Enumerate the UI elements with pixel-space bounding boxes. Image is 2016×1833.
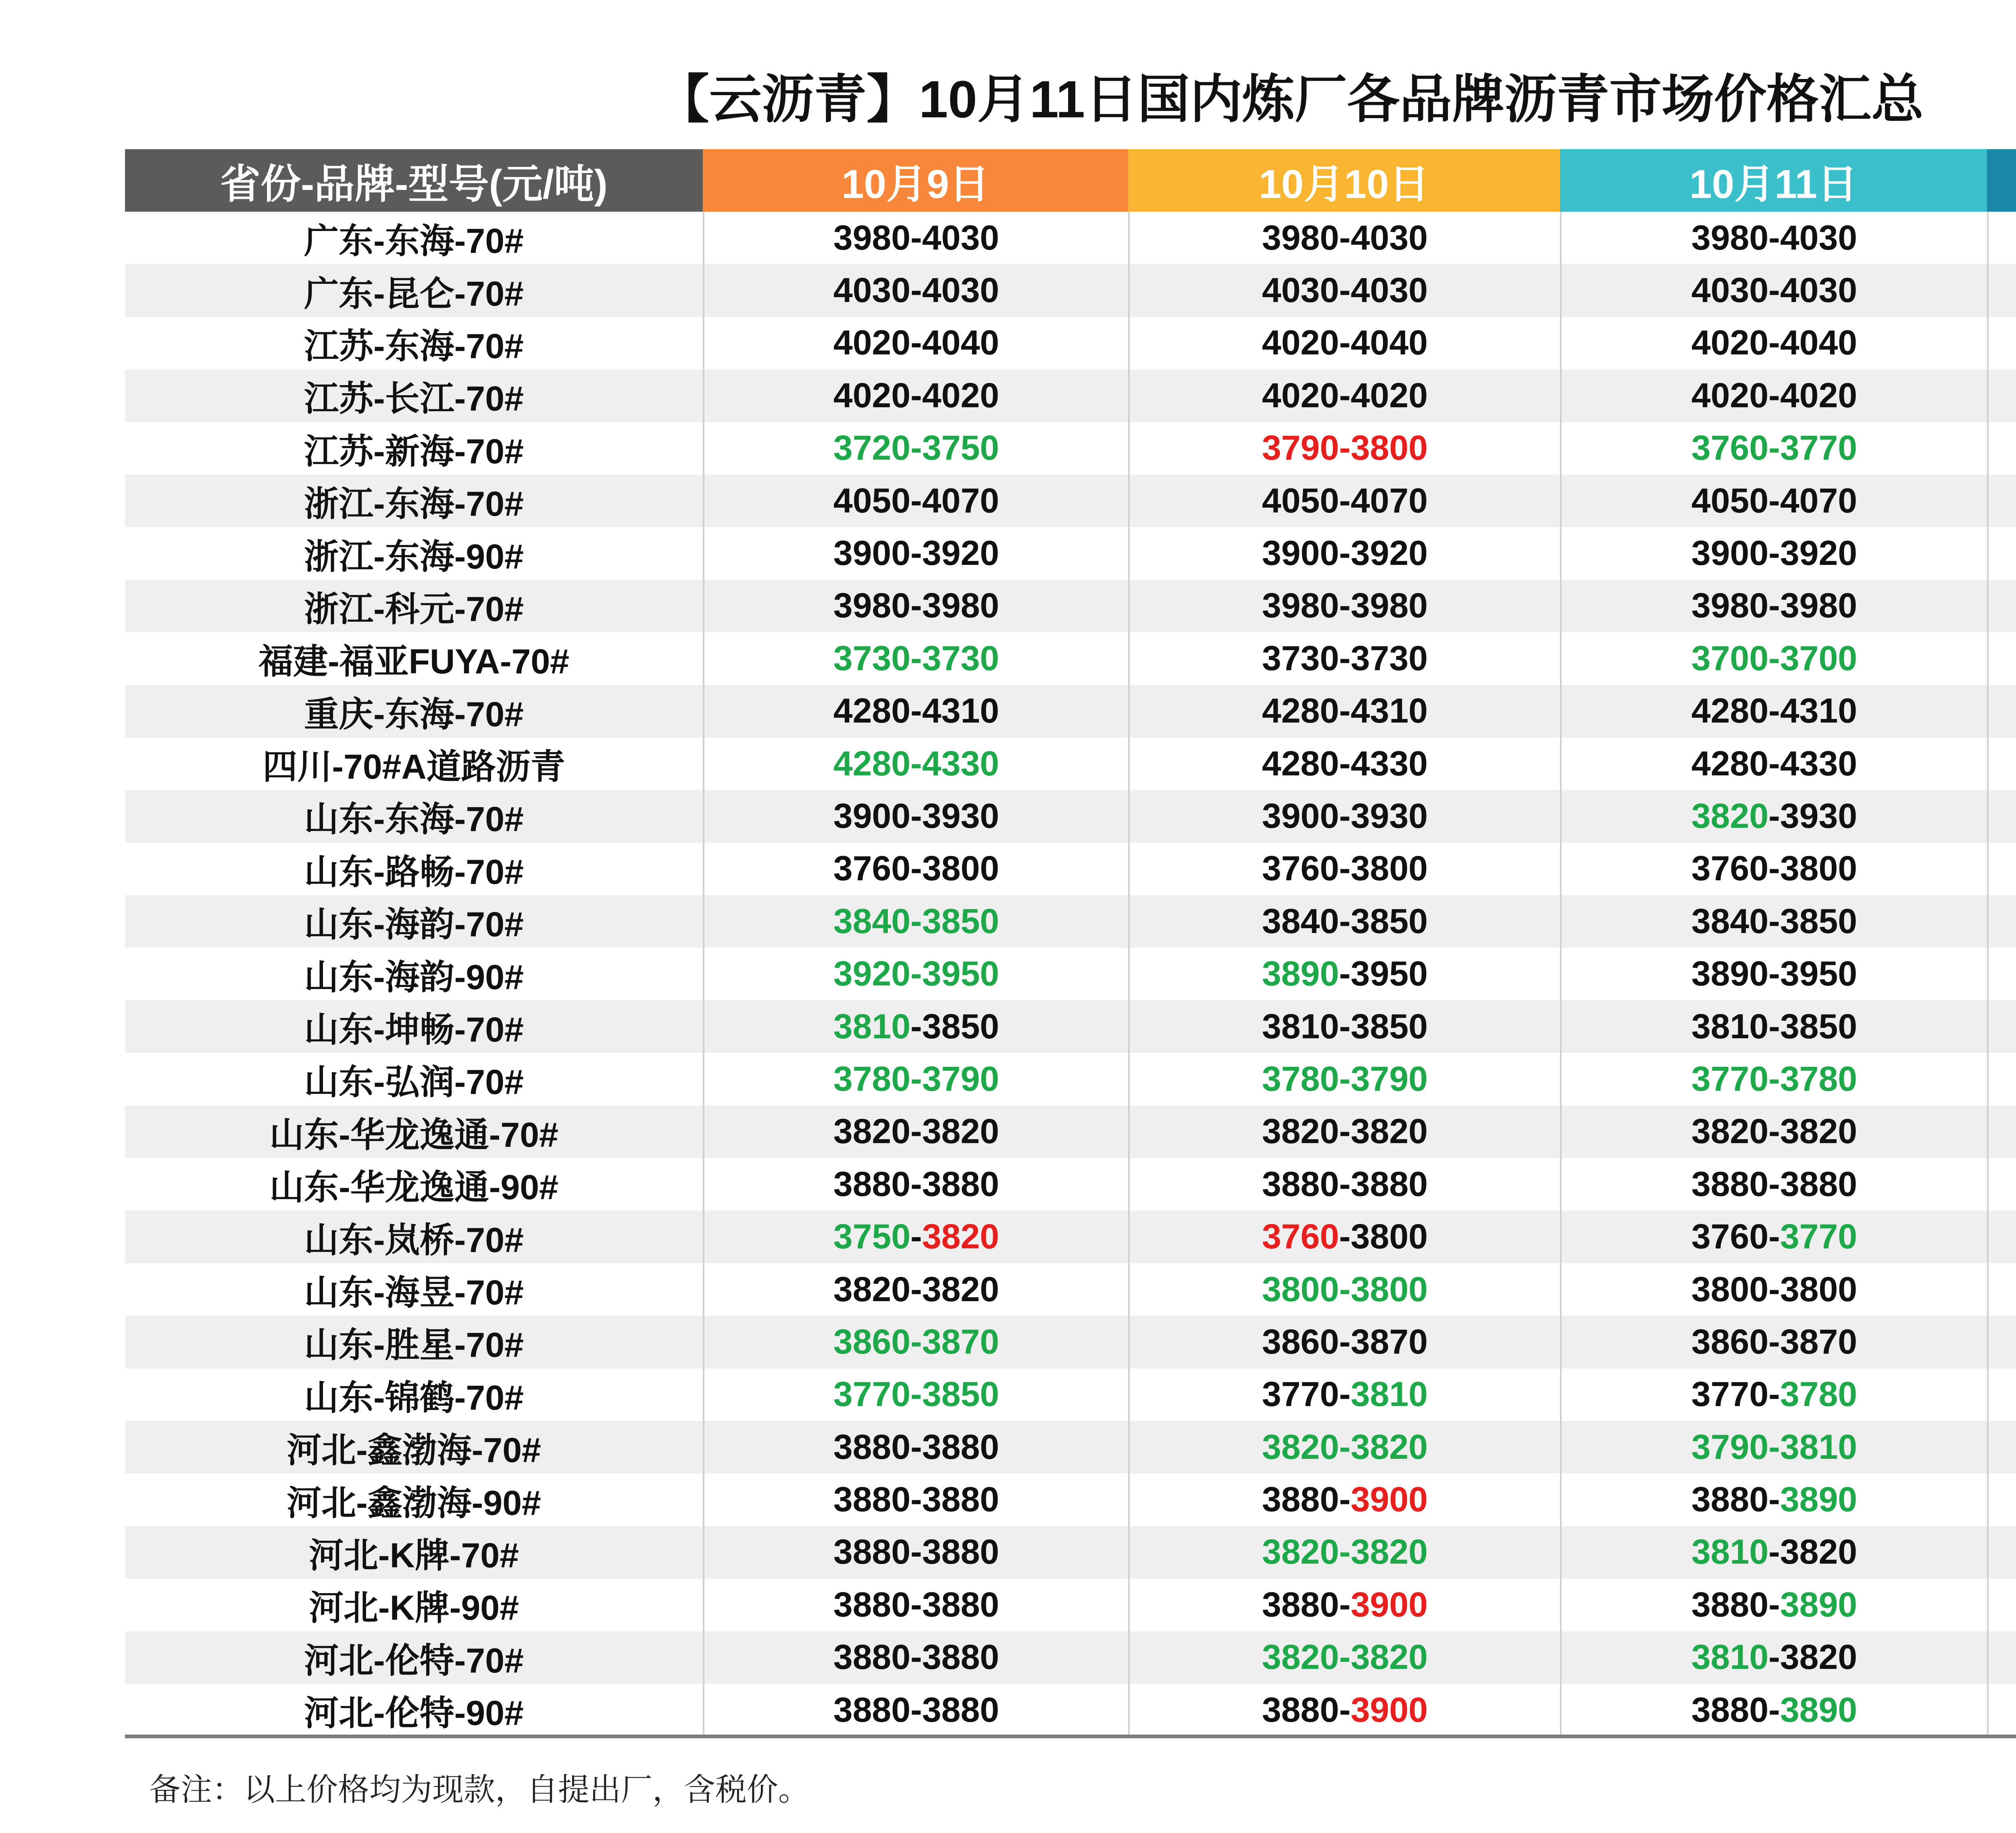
cell-oct11 [1560,527,1987,579]
table-row [125,212,2016,264]
cell-change [1987,212,2016,264]
cell-change [1987,1316,2016,1368]
table-header [125,149,2016,212]
cell-oct10 [1128,1106,1560,1158]
price-value: 3810-3850 [1691,1007,1858,1046]
price-value: 3810 [1691,1638,1769,1677]
row-label: 山东-路畅-70# [304,852,524,892]
page-title: 【云沥青】10月11日国内炼厂各品牌沥青市场价格汇总 [656,70,1924,129]
price-value: 3840-3850 [1691,902,1858,941]
cell-oct10 [1128,843,1560,895]
price-value: 3760-3770 [1691,429,1858,468]
price-table [125,149,2016,1736]
cell-oct11 [1560,1000,1987,1053]
price-value: 3860-3870 [1262,1322,1428,1361]
cell-oct9 [703,948,1128,1000]
cell-oct10 [1128,790,1560,842]
table-row [125,685,2016,737]
price-value: 3900-3930 [833,796,1000,835]
cell-oct10 [1128,1369,1560,1421]
price-value: 3760-3800 [833,849,1000,888]
cell-change [1987,369,2016,422]
price-value: 3980-4030 [1691,218,1858,257]
cell-change [1987,843,2016,895]
price-value: 3790-3810 [1691,1427,1858,1466]
price-value: 3820-3820 [1262,1112,1428,1151]
price-value: 3980-4030 [833,218,1000,257]
table-row [125,1473,2016,1526]
table-row [125,317,2016,369]
price-value: 3820-3820 [1262,1533,1428,1572]
price-value: 3810 [1350,1375,1428,1414]
cell-oct11 [1560,737,1987,790]
cell-oct10 [1128,1421,1560,1473]
price-value: 4030-4030 [1691,271,1858,310]
price-value: 4280-4310 [833,692,1000,731]
cell-oct11 [1560,422,1987,475]
table-row [125,948,2016,1000]
cell-change [1987,948,2016,1000]
row-label: 山东-弘润-70# [304,1063,524,1102]
price-value: -3800 [1339,1217,1428,1256]
table-body [125,212,2016,1736]
table-row [125,1684,2016,1736]
cell-oct9 [703,1106,1128,1158]
cell-change [1987,1106,2016,1158]
table-row [125,1631,2016,1684]
cell-oct10 [1128,212,1560,264]
row-label: 山东-岚桥-70# [304,1221,524,1260]
table-row [125,1263,2016,1316]
price-value: -3930 [1768,796,1858,835]
cell-change [1987,1579,2016,1631]
cell-oct11 [1560,1421,1987,1473]
cell-oct9 [703,527,1128,579]
table-row [125,1210,2016,1263]
cell-oct11 [1560,1316,1987,1368]
price-value: 3810 [1691,1533,1769,1572]
header-change [1987,149,2016,212]
cell-oct11 [1560,1210,1987,1263]
price-value: 3980-3980 [1262,586,1428,625]
cell-change [1987,1631,2016,1684]
price-value: 3880-3880 [833,1585,1000,1624]
row-label: 山东-胜星-70# [304,1326,524,1365]
cell-change [1987,1684,2016,1736]
cell-oct11 [1560,948,1987,1000]
price-value: 3900 [1350,1690,1428,1729]
price-value: 3820-3820 [1262,1427,1428,1466]
cell-oct9 [703,1473,1128,1526]
price-value: 3700-3700 [1691,639,1858,678]
price-value: -3850 [910,1007,1000,1046]
price-value: 3840-3850 [1262,902,1428,941]
cell-oct9 [703,895,1128,948]
cell-oct11 [1560,1579,1987,1631]
price-value: 3880- [1262,1585,1351,1624]
cell-change [1987,475,2016,527]
price-value: 3820-3820 [1691,1112,1858,1151]
price-value: 3890 [1262,954,1339,994]
cell-oct9 [703,1684,1128,1736]
cell-oct10 [1128,685,1560,737]
cell-change [1987,737,2016,790]
cell-oct9 [703,475,1128,527]
price-value: 3810 [833,1007,911,1046]
cell-oct11 [1560,264,1987,317]
cell-oct9 [703,1526,1128,1579]
cell-oct9 [703,264,1128,317]
row-label: 福建-福亚FUYA-70# [258,642,569,681]
price-value: 3860-3870 [1691,1322,1858,1361]
cell-oct11 [1560,1158,1987,1210]
row-label: 江苏-新海-70# [304,432,524,471]
price-value: 3880- [1691,1480,1780,1519]
cell-change [1987,1000,2016,1053]
header-oct10: 10月10日 [1128,149,1560,212]
cell-oct9 [703,737,1128,790]
price-value: 4020-4040 [1691,323,1858,362]
cell-oct9 [703,1263,1128,1316]
cell-change [1987,895,2016,948]
cell-oct9 [703,212,1128,264]
price-value: 3880- [1262,1480,1351,1519]
cell-oct11 [1560,1263,1987,1316]
price-value: 4050-4070 [1691,481,1858,520]
cell-oct9 [703,1579,1128,1631]
row-label: 河北-K牌-90# [309,1589,519,1628]
cell-oct10 [1128,1158,1560,1210]
table-row [125,790,2016,842]
cell-oct10 [1128,422,1560,475]
cell-change [1987,264,2016,317]
price-value: 4030-4030 [1262,271,1428,310]
row-label: 山东-华龙逸通-90# [269,1168,558,1207]
row-label: 广东-昆仑-70# [304,274,524,313]
cell-oct10 [1128,1263,1560,1316]
row-label: 河北-伦特-90# [304,1694,524,1733]
table-row [125,1158,2016,1210]
price-value: 4020-4040 [833,323,1000,362]
price-value: -3820 [1768,1533,1858,1572]
price-value: 3760 [1262,1217,1339,1256]
price-value: 4280-4330 [1691,744,1858,783]
price-value: 3900-3920 [1691,534,1858,573]
price-value: 3770 [1780,1217,1858,1256]
cell-oct10 [1128,369,1560,422]
table-bottom-rule [125,1735,2016,1738]
price-value: 3770-3780 [1691,1059,1858,1098]
price-value: 3980-3980 [833,586,1000,625]
price-value: 3820 [922,1217,1000,1256]
price-value: 3880-3880 [833,1480,1000,1519]
row-label: 江苏-长江-70# [304,379,524,419]
cell-oct10 [1128,948,1560,1000]
cell-change [1987,685,2016,737]
price-value: 3840-3850 [833,902,1000,941]
cell-oct11 [1560,1526,1987,1579]
row-label: 山东-华龙逸通-70# [269,1115,558,1154]
price-value: 4280-4330 [1262,744,1428,783]
table-row [125,1369,2016,1421]
row-label: 山东-海昱-70# [304,1273,524,1312]
cell-change [1987,1210,2016,1263]
cell-oct11 [1560,1053,1987,1105]
table-row [125,632,2016,685]
price-value: 3890-3950 [1691,954,1858,994]
cell-oct11 [1560,212,1987,264]
price-value: 4050-4070 [833,481,1000,520]
row-label: 河北-鑫渤海-90# [287,1483,541,1523]
row-label: 山东-坤畅-70# [304,1010,524,1050]
price-value: 3760-3800 [1262,849,1428,888]
row-label: 山东-锦鹤-70# [304,1378,524,1417]
cell-oct10 [1128,264,1560,317]
price-value: 3810-3850 [1262,1007,1428,1046]
cell-oct9 [703,843,1128,895]
cell-oct9 [703,790,1128,842]
price-value: 3880-3880 [1262,1164,1428,1204]
table-row [125,369,2016,422]
price-value: 3780 [1780,1375,1858,1414]
cell-oct10 [1128,580,1560,632]
row-label: 浙江-东海-90# [304,537,524,576]
cell-oct11 [1560,1106,1987,1158]
row-label: 山东-东海-70# [304,800,524,839]
price-value: 3890 [1780,1480,1858,1519]
price-value: 3730-3730 [833,639,1000,678]
cell-oct10 [1128,1316,1560,1368]
price-value: 3720-3750 [833,429,1000,468]
price-value: 3880-3880 [1691,1164,1858,1204]
price-value: 3880- [1691,1690,1780,1729]
price-value: 3880-3880 [833,1690,1000,1729]
table-row [125,1106,2016,1158]
price-value: 4280-4310 [1262,692,1428,731]
cell-change [1987,580,2016,632]
price-value: 4020-4020 [833,376,1000,415]
cell-oct10 [1128,1631,1560,1684]
table-row [125,527,2016,579]
cell-oct11 [1560,317,1987,369]
cell-oct11 [1560,685,1987,737]
price-value: 3760- [1691,1217,1780,1256]
cell-oct10 [1128,1684,1560,1736]
header-oct9: 10月9日 [703,149,1128,212]
table-row [125,580,2016,632]
cell-oct10 [1128,1210,1560,1263]
row-label: 浙江-东海-70# [304,485,524,524]
price-value: 3860-3870 [833,1322,1000,1361]
cell-oct10 [1128,895,1560,948]
cell-oct9 [703,1000,1128,1053]
price-value: 4280-4330 [833,744,1000,783]
cell-change [1987,317,2016,369]
cell-change [1987,1158,2016,1210]
cell-oct9 [703,1316,1128,1368]
price-value: 3900 [1350,1585,1428,1624]
price-value: 4020-4020 [1691,376,1858,415]
table-row [125,1000,2016,1053]
table-row [125,475,2016,527]
cell-oct9 [703,369,1128,422]
cell-change [1987,1421,2016,1473]
cell-oct11 [1560,790,1987,842]
cell-oct9 [703,1631,1128,1684]
cell-oct11 [1560,843,1987,895]
table-row [125,1579,2016,1631]
price-value: 3920-3950 [833,954,1000,994]
price-value: 3760-3800 [1691,849,1858,888]
cell-oct10 [1128,527,1560,579]
row-label: 四川-70#A道路沥青 [262,748,565,787]
cell-oct10 [1128,1053,1560,1105]
cell-change [1987,527,2016,579]
price-value: 3750 [833,1217,911,1256]
cell-oct10 [1128,1473,1560,1526]
price-value: 3880-3880 [833,1164,1000,1204]
table-row [125,1421,2016,1473]
table-row [125,422,2016,475]
price-value: 3730-3730 [1262,639,1428,678]
row-label: 河北-伦特-70# [304,1641,524,1680]
cell-oct11 [1560,1369,1987,1421]
cell-oct10 [1128,1000,1560,1053]
table-row [125,1526,2016,1579]
cell-oct11 [1560,1684,1987,1736]
price-value: 3880- [1262,1690,1351,1729]
row-label: 广东-东海-70# [304,222,524,261]
price-value: 3900-3920 [833,534,1000,573]
cell-change [1987,1053,2016,1105]
cell-oct9 [703,422,1128,475]
price-value: 4020-4020 [1262,376,1428,415]
table-row [125,737,2016,790]
cell-oct9 [703,580,1128,632]
price-value: 3880-3880 [833,1638,1000,1677]
price-value: 4280-4310 [1691,692,1858,731]
price-value: 4030-4030 [833,271,1000,310]
cell-oct11 [1560,580,1987,632]
header-product: 省份-品牌-型号(元/吨) [125,149,703,212]
header-oct11: 10月11日 [1560,149,1987,212]
cell-oct11 [1560,895,1987,948]
cell-oct9 [703,685,1128,737]
price-value: 3800-3800 [1691,1270,1858,1309]
cell-oct11 [1560,632,1987,685]
price-value: 3800-3800 [1262,1270,1428,1309]
cell-change [1987,632,2016,685]
row-label: 重庆-东海-70# [304,695,524,734]
price-value: 3820-3820 [1262,1638,1428,1677]
table-row [125,843,2016,895]
cell-change [1987,790,2016,842]
price-value: - [910,1217,922,1256]
cell-oct11 [1560,369,1987,422]
cell-oct9 [703,1210,1128,1263]
cell-change [1987,422,2016,475]
cell-oct10 [1128,317,1560,369]
price-value: 3820-3820 [833,1112,1000,1151]
cell-oct10 [1128,737,1560,790]
cell-oct10 [1128,1526,1560,1579]
cell-change [1987,1263,2016,1316]
price-value: 3890 [1780,1690,1858,1729]
cell-oct11 [1560,475,1987,527]
row-label: 浙江-科元-70# [304,589,524,629]
cell-change [1987,1369,2016,1421]
price-value: 3770- [1262,1375,1351,1414]
price-value: 3790-3800 [1262,429,1428,468]
table-row [125,895,2016,948]
cell-oct9 [703,1053,1128,1105]
price-value: 3880-3880 [833,1427,1000,1466]
price-value: 3900-3930 [1262,796,1428,835]
price-value: 3890 [1780,1585,1858,1624]
table-row [125,1053,2016,1105]
cell-oct9 [703,1158,1128,1210]
cell-oct11 [1560,1473,1987,1526]
footnote: 备注：以上价格均为现款，自提出厂，含税价。 [149,1772,810,1807]
price-value: 4020-4040 [1262,323,1428,362]
price-value: 3880- [1691,1585,1780,1624]
cell-oct10 [1128,475,1560,527]
price-value: 3780-3790 [1262,1059,1428,1098]
price-value: 3770- [1691,1375,1780,1414]
row-label: 山东-海韵-70# [304,905,524,944]
price-value: 3820-3820 [833,1270,1000,1309]
price-value: 3980-3980 [1691,586,1858,625]
table-row [125,264,2016,317]
cell-change [1987,1473,2016,1526]
cell-oct9 [703,317,1128,369]
row-label: 河北-鑫渤海-70# [287,1431,541,1470]
cell-oct9 [703,632,1128,685]
table-row [125,1316,2016,1368]
price-value: 3900-3920 [1262,534,1428,573]
row-label: 山东-海韵-90# [304,958,524,997]
cell-oct10 [1128,1579,1560,1631]
price-value: 3780-3790 [833,1059,1000,1098]
price-value: 3880-3880 [833,1533,1000,1572]
price-value: 3770-3850 [833,1375,1000,1414]
row-label: 江苏-东海-70# [304,327,524,366]
price-value: 3900 [1350,1480,1428,1519]
cell-oct9 [703,1421,1128,1473]
price-value: -3820 [1768,1638,1858,1677]
row-label: 河北-K牌-70# [309,1536,519,1575]
price-value: 3820 [1691,796,1769,835]
cell-oct11 [1560,1631,1987,1684]
price-value: 4050-4070 [1262,481,1428,520]
cell-oct10 [1128,632,1560,685]
cell-change [1987,1526,2016,1579]
cell-oct9 [703,1369,1128,1421]
price-value: -3950 [1339,954,1428,994]
price-value: 3980-4030 [1262,218,1428,257]
